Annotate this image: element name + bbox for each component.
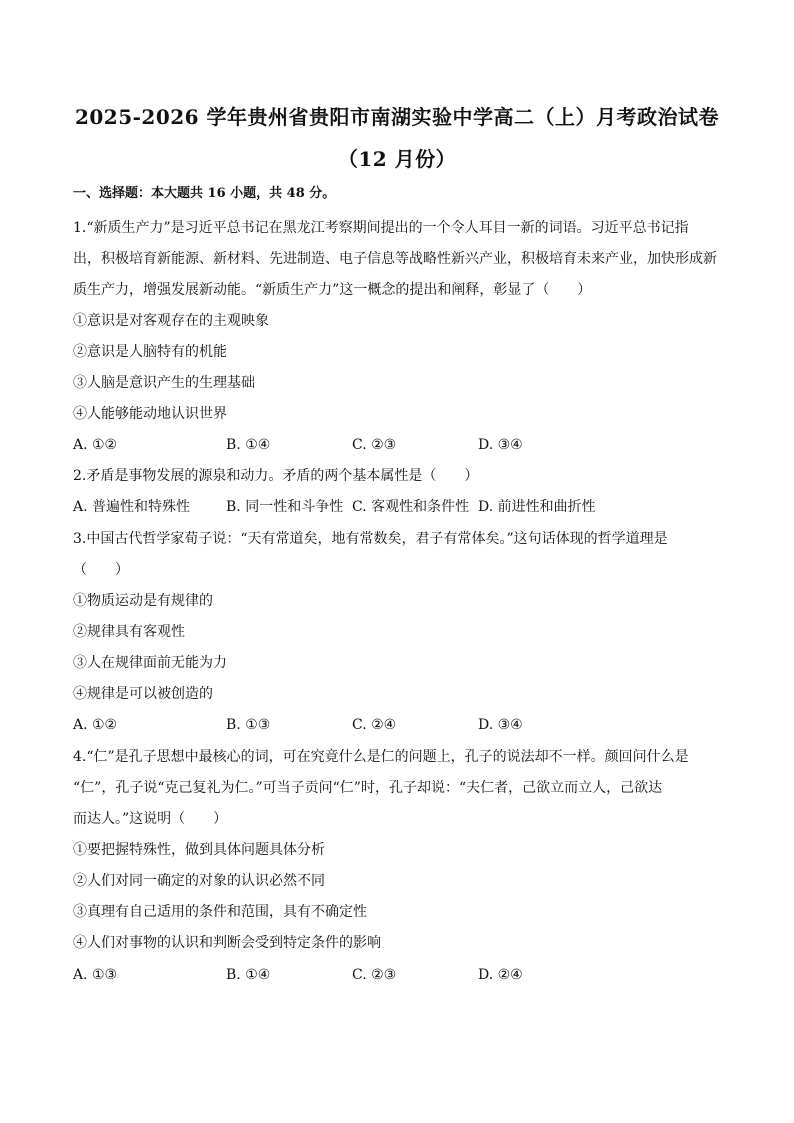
q4-statement-2: ②人们对同一确定的对象的认识必然不同: [73, 873, 325, 889]
q1-option-b[interactable]: B. ①④: [226, 437, 271, 453]
q1-option-c[interactable]: C. ②③: [352, 437, 397, 453]
q2-option-b[interactable]: B. 同一性和斗争性: [226, 499, 344, 515]
q1-statement-3: ③人脑是意识产生的生理基础: [73, 375, 255, 391]
q4-statement-3: ③真理有自己适用的条件和范围，具有不确定性: [73, 904, 367, 920]
q4-statement-1: ①要把握特殊性，做到具体问题具体分析: [73, 842, 325, 858]
q4-stem-line-2: “仁”，孔子说“克己复礼为仁。”可当子贡问“仁”时，孔子却说：“夫仁者，己欲立而立人，己欲达: [73, 780, 663, 796]
q1-stem-line-3: 质生产力，增强发展新动能。“新质生产力”这一概念的提出和阐释，彰显了（ ）: [73, 282, 592, 298]
q1-statement-4: ④人能够能动地认识世界: [73, 406, 227, 422]
q3-stem-line-1: 3.中国古代哲学家荀子说：“天有常道矣，地有常数矣，君子有常体矣。”这句话体现的哲学道理是: [73, 531, 668, 547]
q2-option-a[interactable]: A. 普遍性和特殊性: [73, 499, 191, 515]
q4-stem-line-3: 而达人。”这说明（ ）: [73, 811, 228, 827]
q3-option-b[interactable]: B. ①③: [226, 717, 271, 733]
q4-stem-line-1: 4.“仁”是孔子思想中最核心的词，可在究竟什么是仁的问题上，孔子的说法却不一样。颜回问什么是: [73, 749, 689, 765]
section-heading: 一、选择题：本大题共 16 小题，共 48 分。: [73, 186, 336, 201]
q4-statement-4: ④人们对事物的认识和判断会受到特定条件的影响: [73, 935, 381, 951]
q4-option-c[interactable]: C. ②③: [352, 967, 397, 983]
q3-statement-4: ④规律是可以被创造的: [73, 686, 213, 702]
q3-option-a[interactable]: A. ①②: [73, 717, 118, 733]
q1-option-d[interactable]: D. ③④: [478, 437, 523, 453]
q1-option-a[interactable]: A. ①②: [73, 437, 118, 453]
exam-title: 2025-2026 学年贵州省贵阳市南湖实验中学高二（上）月考政治试卷: [74, 105, 720, 129]
q3-statement-1: ①物质运动是有规律的: [73, 593, 213, 609]
q3-statement-3: ③人在规律面前无能为力: [73, 655, 227, 671]
q4-option-b[interactable]: B. ①④: [226, 967, 271, 983]
q3-option-d[interactable]: D. ③④: [478, 717, 523, 733]
q1-statement-1: ①意识是对客观存在的主观映象: [73, 313, 269, 329]
q1-statement-2: ②意识是人脑特有的机能: [73, 344, 227, 360]
q1-stem-line-1: 1.“新质生产力”是习近平总书记在黑龙江考察期间提出的一个令人耳目一新的词语。习近平总书记指: [73, 220, 689, 236]
q2-stem-line-1: 2.矛盾是事物发展的源泉和动力。矛盾的两个基本属性是（ ）: [73, 468, 479, 484]
q1-stem-line-2: 出，积极培育新能源、新材料、先进制造、电子信息等战略性新兴产业，积极培育未来产业，加快形成新: [73, 251, 717, 267]
q4-option-a[interactable]: A. ①③: [73, 967, 118, 983]
q2-option-d[interactable]: D. 前进性和曲折性: [478, 499, 596, 515]
q3-statement-2: ②规律具有客观性: [73, 624, 185, 640]
exam-subtitle-month: （12 月份）: [337, 147, 457, 171]
q3-stem-line-2: （ ）: [73, 562, 129, 578]
q2-option-c[interactable]: C. 客观性和条件性: [352, 499, 470, 515]
q3-option-c[interactable]: C. ②④: [352, 717, 397, 733]
q4-option-d[interactable]: D. ②④: [478, 967, 523, 983]
